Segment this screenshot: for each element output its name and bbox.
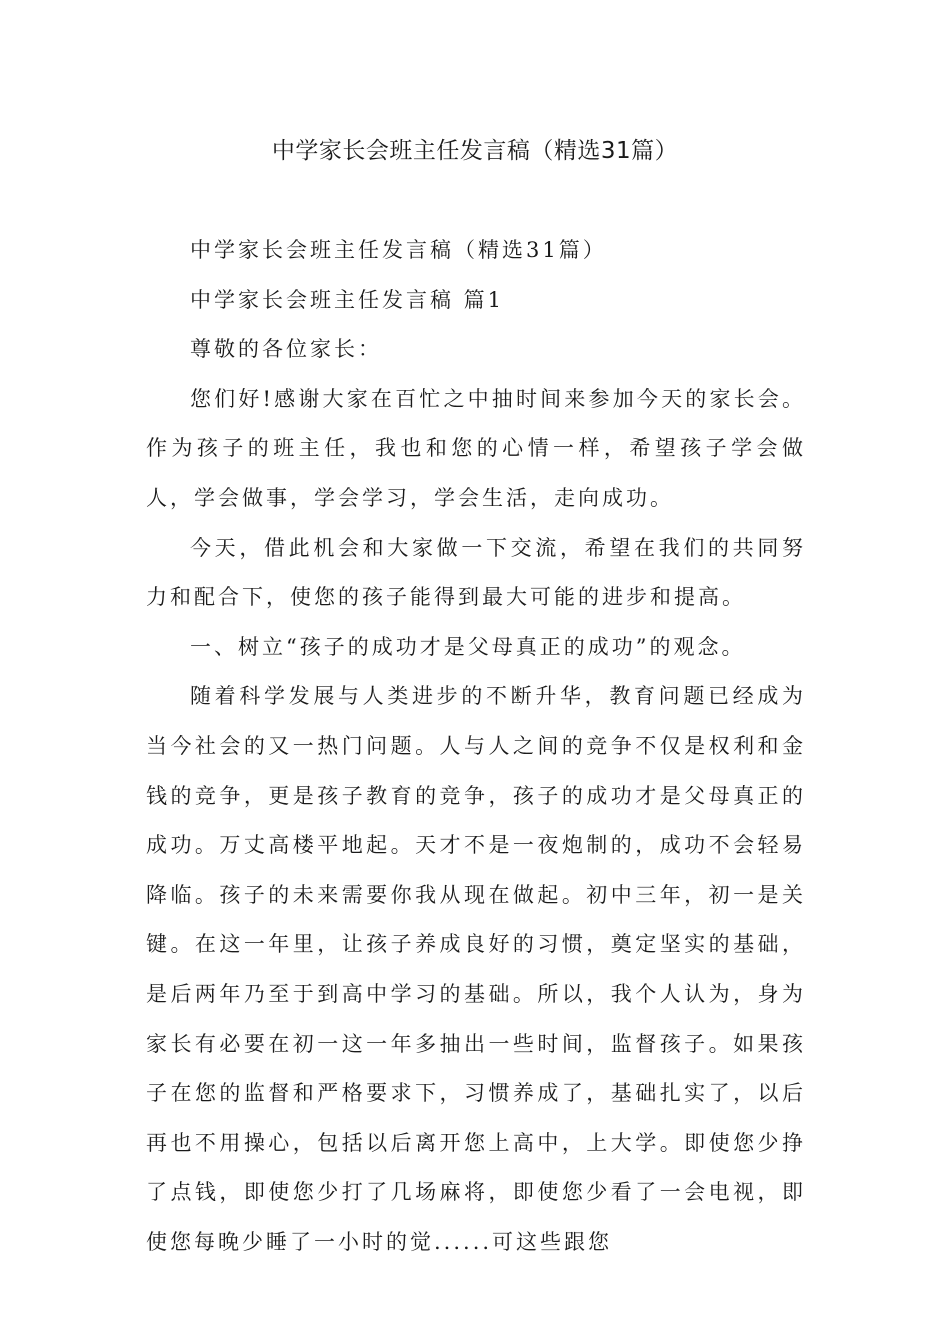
paragraph-salutation: 尊敬的各位家长： xyxy=(190,337,382,362)
paragraph-section-heading: 中学家长会班主任发言稿 篇1 xyxy=(190,287,505,312)
document-body xyxy=(146,226,806,1267)
paragraph-point-one-heading: 一、树立“孩子的成功才是父母真正的成功”的观念。 xyxy=(190,634,746,659)
paragraph-greeting: 您们好!感谢大家在百忙之中抽时间来参加今天的家长会。作为孩子的班主任，我也和您的心情一样，希望孩子学会做人，学会做事，学会学习，学会生活，走向成功。 xyxy=(146,386,806,510)
paragraph-purpose: 今天，借此机会和大家做一下交流，希望在我们的共同努力和配合下，使您的孩子能得到最大可能的进步和提高。 xyxy=(146,535,806,610)
document-title: 中学家长会班主任发言稿（精选31篇） xyxy=(271,138,679,164)
paragraph-subtitle: 中学家长会班主任发言稿（精选31篇） xyxy=(190,238,607,262)
paragraph-point-one-body: 随着科学发展与人类进步的不断升华，教育问题已经成为当今社会的又一热门问题。人与人之间的竞争不仅是权利和金钱的竞争，更是孩子教育的竞争，孩子的成功才是父母真正的成功。万丈高楼平地起。天才不是一夜炮制的，成功不会轻易降临。孩子的未来需要你我从现在做起。初中三年，初一是关键。在这一年里，让孩子养成良好的习惯，奠定坚实的基础，是后两年乃至于到高中学习的基础。所以，我个人认为，身为家长有必要在初一这一年多抽出一些时间，监督孩子。如果孩子在您的监督和严格要求下，习惯养成了，基础扎实了，以后再也不用操心，包括以后离开您上高中，上大学。即使您少挣了点钱，即使您少打了几场麻将，即使您少看了一会电视，即使您每晚少睡了一小时的觉......可这些跟您 xyxy=(146,684,806,1254)
